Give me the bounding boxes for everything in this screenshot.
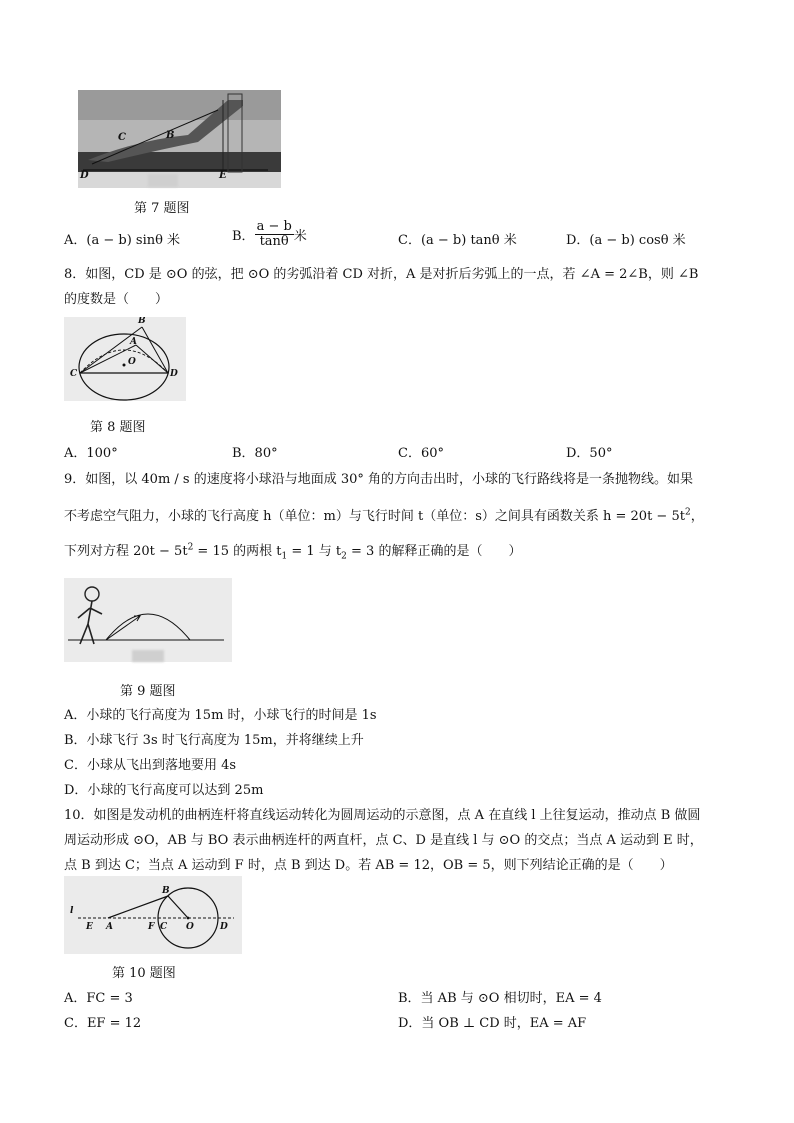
q9-stem-line-2-end: ，: [690, 509, 704, 524]
q10-option-b[interactable]: B．当 AB 与 ⊙O 相切时，EA = 4: [398, 991, 602, 1006]
q10-figure: [64, 876, 242, 954]
q9-option-b[interactable]: B．小球飞行 3s 时飞行高度为 15m，并将继续上升: [64, 733, 364, 748]
q9-figure-caption: 第 9 题图: [120, 684, 176, 699]
q7-option-a[interactable]: A．(a − b) sinθ 米: [64, 233, 181, 248]
q9-option-c[interactable]: C．小球从飞出到落地要用 4s: [64, 758, 237, 773]
q7-option-b-fraction: [255, 220, 294, 249]
q8-label-c: C: [70, 369, 78, 379]
q7-figure: [78, 90, 281, 188]
q8-diagram: [64, 317, 186, 401]
q7-label-d: D: [80, 170, 89, 181]
q10-stem-line-1: 10．如图是发动机的曲柄连杆将直线运动转化为圆周运动的示意图，点 A 在直线 l 上往复运动，推动点 B 做圆: [64, 808, 701, 823]
q10-option-d[interactable]: D．当 OB ⊥ CD 时，EA = AF: [398, 1016, 587, 1031]
q10-stem-line-3: 点 B 到达 C；当点 A 运动到 F 时，点 B 到达 D。若 AB = 12，OB = 5，则下列结论正确的是（ ）: [64, 858, 673, 873]
q10-label-c: C: [160, 922, 168, 932]
q7-option-b-prefix: B．: [232, 229, 255, 244]
q7-option-b[interactable]: [232, 220, 307, 249]
q9-line3-sub1: 1: [281, 551, 288, 562]
q8-option-d[interactable]: D．50°: [566, 446, 613, 461]
q9-line3-sub2: 2: [341, 551, 347, 562]
q8-figure-caption: 第 8 题图: [90, 420, 146, 435]
q7-option-b-unit: 米: [293, 229, 307, 244]
q8-option-b[interactable]: B．80°: [232, 446, 278, 461]
q8-option-c[interactable]: C．60°: [398, 446, 444, 461]
q9-stem-line-2: [64, 505, 704, 524]
q10-option-c[interactable]: C．EF = 12: [64, 1016, 142, 1031]
q7-option-b-denominator: tanθ: [259, 234, 289, 249]
q9-stem-line-2-exponent: 2: [684, 507, 691, 518]
q9-stem-line-1: 9．如图，以 40m / s 的速度将小球沿与地面成 30° 角的方向击出时，小球的飞行路线将是一条抛物线。如果: [64, 472, 694, 487]
q8-label-b: B: [138, 317, 146, 326]
q7-option-b-numerator: a − b: [256, 219, 292, 234]
q10-label-l: l: [70, 906, 74, 916]
q8-label-d: D: [170, 369, 178, 379]
q10-option-a[interactable]: A．FC = 3: [64, 991, 133, 1006]
q7-diagram: [78, 90, 281, 188]
q7-option-d[interactable]: D．(a − b) cosθ 米: [566, 233, 686, 248]
q9-option-a[interactable]: A．小球的飞行高度为 15m 时，小球飞行的时间是 1s: [64, 708, 377, 723]
q10-label-f: F: [148, 922, 155, 932]
q9-option-d[interactable]: D．小球的飞行高度可以达到 25m: [64, 783, 264, 798]
q10-label-o: O: [186, 922, 194, 932]
q9-stem-line-3: [64, 540, 521, 562]
q7-label-b: B: [166, 130, 175, 141]
q9-line3-a: 下列对方程 20t − 5t: [64, 544, 188, 559]
q8-option-a[interactable]: A．100°: [64, 446, 118, 461]
q8-stem-line-1: 8．如图，CD 是 ⊙O 的弦，把 ⊙O 的劣弧沿着 CD 对折，A 是对折后劣弧上的一点，若 ∠A = 2∠B，则 ∠B: [64, 267, 699, 282]
q7-label-e: E: [219, 170, 227, 181]
q9-stem-line-2-text: 不考虑空气阻力，小球的飞行高度 h（单位：m）与飞行时间 t（单位：s）之间具有函数关系 h = 20t − 5t: [64, 509, 685, 524]
q7-option-c[interactable]: C．(a − b) tanθ 米: [398, 233, 517, 248]
q8-label-a: A: [130, 337, 137, 347]
q8-stem-line-2: 的度数是（ ）: [64, 292, 169, 307]
q7-redaction: [148, 174, 178, 187]
q7-label-c: C: [118, 132, 126, 143]
q10-label-e: E: [86, 922, 93, 932]
q8-label-o: O: [128, 357, 136, 367]
q10-label-b: B: [162, 886, 170, 896]
q8-figure: [64, 317, 186, 401]
q9-redaction: [132, 650, 164, 662]
q10-stem-line-2: 周运动形成 ⊙O，AB 与 BO 表示曲柄连杆的两直杆，点 C、D 是直线 l 与 ⊙O 的交点；当点 A 运动到 E 时，: [64, 833, 703, 848]
q7-figure-caption: 第 7 题图: [134, 201, 190, 216]
q10-label-a: A: [106, 922, 113, 932]
q9-line3-b: = 15 的两根 t: [193, 544, 282, 559]
q9-line3-d: = 3 的解释正确的是（ ）: [346, 544, 522, 559]
q10-figure-caption: 第 10 题图: [112, 966, 176, 981]
q9-line3-exponent: 2: [187, 542, 194, 553]
q10-label-d: D: [220, 922, 228, 932]
q10-diagram: [64, 876, 242, 954]
q9-line3-c: = 1 与 t: [287, 544, 342, 559]
